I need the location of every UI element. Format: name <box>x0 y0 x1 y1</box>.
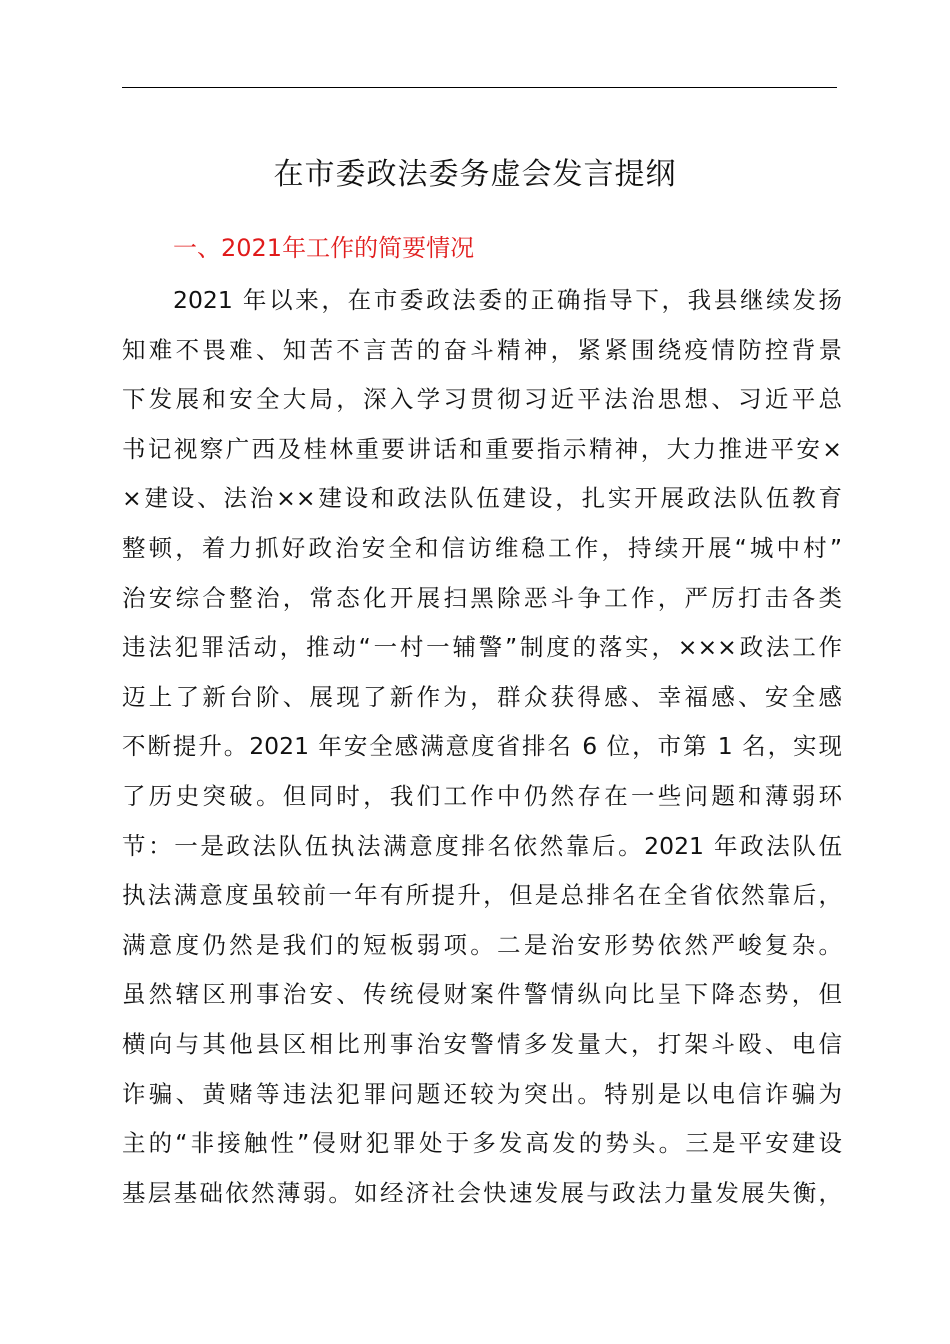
paragraph-line: 节：一是政法队伍执法满意度排名依然靠后。2021 年政法队伍 <box>122 831 842 860</box>
paragraph-line: 2021 年以来，在市委政法委的正确指导下，我县继续发扬 <box>173 286 842 314</box>
paragraph-line: 横向与其他县区相比刑事治安警情多发量大，打架斗殴、电信 <box>122 1029 842 1058</box>
paragraph-line: 整顿，着力抓好政治安全和信访维稳工作，持续开展“城中村” <box>122 533 842 562</box>
paragraph-line: 了历史突破。但同时，我们工作中仍然存在一些问题和薄弱环 <box>122 781 842 810</box>
paragraph-line: 知难不畏难、知苦不言苦的奋斗精神，紧紧围绕疫情防控背景 <box>122 335 842 364</box>
paragraph-line: 不断提升。2021 年安全感满意度省排名 6 位，市第 1 名，实现 <box>122 732 842 761</box>
paragraph-line: 满意度仍然是我们的短板弱项。二是治安形势依然严峻复杂。 <box>122 930 842 959</box>
section-heading: 一、2021年工作的简要情况 <box>173 234 475 262</box>
paragraph-line: 下发展和安全大局，深入学习贯彻习近平法治思想、习近平总 <box>122 385 842 414</box>
paragraph-line: 书记视察广西及桂林重要讲话和重要指示精神，大力推进平安× <box>122 434 842 463</box>
paragraph-line: 违法犯罪活动，推动“一村一辅警”制度的落实，×××政法工作 <box>122 633 842 662</box>
paragraph-line: 基层基础依然薄弱。如经济社会快速发展与政法力量发展失衡， <box>122 1178 842 1207</box>
paragraph-line: 执法满意度虽较前一年有所提升，但是总排名在全省依然靠后， <box>122 881 842 910</box>
document-title: 在市委政法委务虚会发言提纲 <box>273 157 677 192</box>
header-rule <box>122 87 837 88</box>
paragraph-line: 迈上了新台阶、展现了新作为，群众获得感、幸福感、安全感 <box>122 682 842 711</box>
paragraph-line: ×建设、法治××建设和政法队伍建设，扎实开展政法队伍教育 <box>122 484 842 513</box>
paragraph-line: 治安综合整治，常态化开展扫黑除恶斗争工作，严厉打击各类 <box>122 583 842 612</box>
paragraph-line: 诈骗、黄赌等违法犯罪问题还较为突出。特别是以电信诈骗为 <box>122 1079 842 1108</box>
body-paragraph <box>122 276 842 1218</box>
paragraph-line: 主的“非接触性”侵财犯罪处于多发高发的势头。三是平安建设 <box>122 1129 842 1158</box>
paragraph-line: 虽然辖区刑事治安、传统侵财案件警情纵向比呈下降态势，但 <box>122 980 842 1009</box>
